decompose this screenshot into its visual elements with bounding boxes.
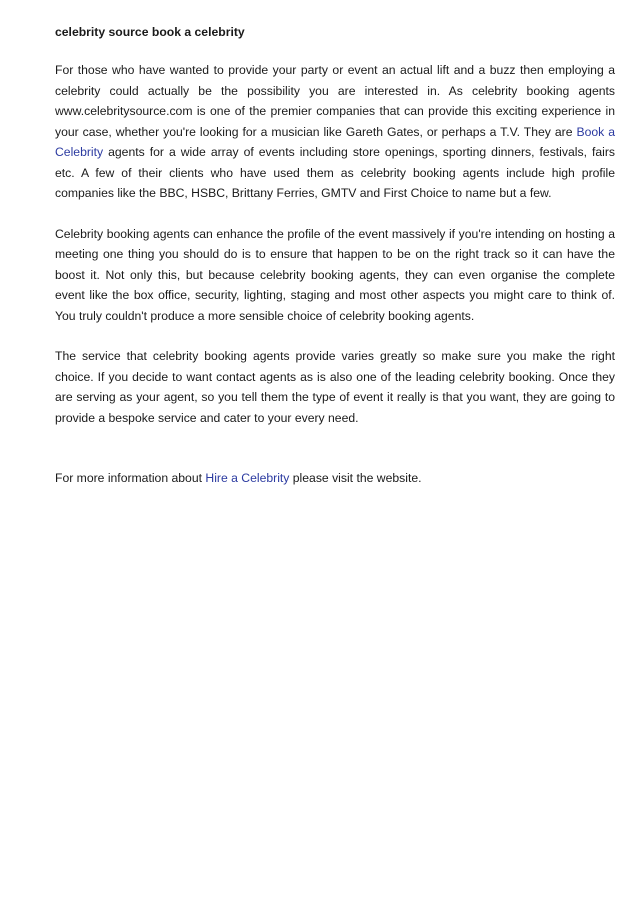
paragraph-enhance-profile: Celebrity booking agents can enhance the profile of the event massively if you're intending on hosting a meeting one thing you should do is to ensure that happen to be on the right track so it can have the boost it. Not only this, but because celebrity booking agents, they can even organise the complete event like the box office, security, lighting, staging and most other aspects you might care to think of. You truly couldn't produce a more sensible choice of celebrity booking agents. <box>55 226 615 323</box>
paragraph-intro <box>55 60 615 204</box>
book-a-celebrity-link[interactable]: Book a Celebrity <box>55 124 615 159</box>
paragraph-intro-text-after: agents for a wide array of events including store openings, sporting dinners, festivals, fairs etc. A few of their clients who have used them as celebrity booking agents include high profile companies like the BBC, HSBC, Brittany Ferries, GMTV and First Choice to name but a few. <box>55 145 615 200</box>
paragraph-more-info <box>55 468 615 489</box>
document-title: celebrity source book a celebrity <box>55 25 245 39</box>
paragraph-more-info-text-after: please visit the website. <box>289 471 422 485</box>
paragraph-service: The service that celebrity booking agents provide varies greatly so make sure you make the right choice. If you decide to want contact agents as is also one of the leading celebrity booking. Once they are serving as your agent, so you tell them the type of event it really is that you want, they are going to provide a bespoke service and cater to your every need. <box>55 349 615 425</box>
paragraph-intro-text-before: For those who have wanted to provide your party or event an actual lift and a buzz then employing a celebrity could actually be the possibility you are interested in. As celebrity booking agents www.celebritysource.com is one of the premier companies that can provide this exciting experience in your case, whether you're looking for a musician like Gareth Gates, or perhaps a T.V. They are <box>55 63 615 139</box>
hire-a-celebrity-link[interactable]: Hire a Celebrity <box>205 471 290 485</box>
paragraph-more-info-text-before: For more information about <box>55 471 206 485</box>
document-page <box>55 24 615 509</box>
